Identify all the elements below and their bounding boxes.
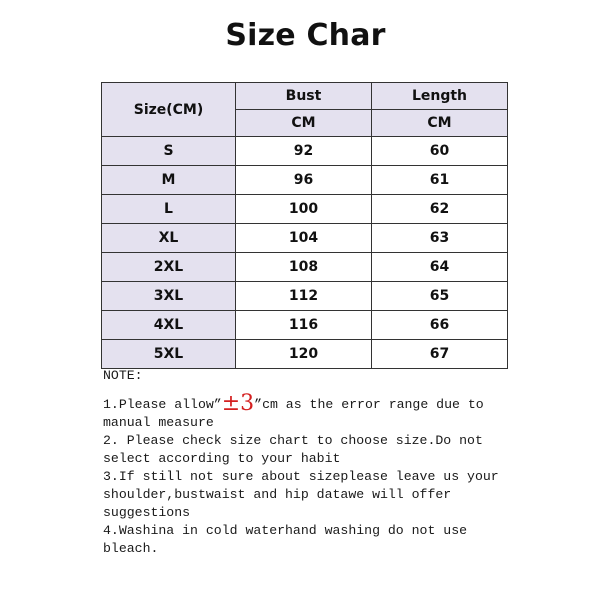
table-row bbox=[102, 282, 508, 311]
length-cell: 65 bbox=[372, 282, 508, 311]
size-column-header: Size(CM) bbox=[102, 83, 236, 137]
length-unit: CM bbox=[372, 110, 508, 137]
table-row bbox=[102, 166, 508, 195]
note-4: 4.Washina in cold waterhand washing do not use bleach. bbox=[103, 523, 468, 556]
size-cell: 4XL bbox=[102, 311, 236, 340]
length-cell: 64 bbox=[372, 253, 508, 282]
size-cell: 2XL bbox=[102, 253, 236, 282]
length-cell: 60 bbox=[372, 137, 508, 166]
note-2: 2. Please check size chart to choose size.Do not select according to your habit bbox=[103, 433, 483, 466]
bust-cell: 104 bbox=[236, 224, 372, 253]
notes-spacer bbox=[103, 385, 513, 395]
tolerance-value: ±3 bbox=[221, 391, 255, 416]
note-1 bbox=[103, 391, 513, 432]
table-row bbox=[102, 224, 508, 253]
bust-unit: CM bbox=[236, 110, 372, 137]
size-cell: 3XL bbox=[102, 282, 236, 311]
length-cell: 62 bbox=[372, 195, 508, 224]
size-cell: L bbox=[102, 195, 236, 224]
bust-cell: 92 bbox=[236, 137, 372, 166]
table-row bbox=[102, 195, 508, 224]
length-cell: 61 bbox=[372, 166, 508, 195]
length-cell: 67 bbox=[372, 340, 508, 369]
bust-cell: 112 bbox=[236, 282, 372, 311]
table-row bbox=[102, 137, 508, 166]
bust-cell: 116 bbox=[236, 311, 372, 340]
table-row bbox=[102, 311, 508, 340]
notes-section bbox=[103, 367, 513, 558]
note-3: 3.If still not sure about sizeplease leave us your shoulder,bustwaist and hip datawe will offer suggestions bbox=[103, 469, 499, 520]
size-cell: 5XL bbox=[102, 340, 236, 369]
table-header-row bbox=[102, 83, 508, 110]
size-cell: XL bbox=[102, 224, 236, 253]
length-cell: 63 bbox=[372, 224, 508, 253]
bust-cell: 100 bbox=[236, 195, 372, 224]
bust-cell: 96 bbox=[236, 166, 372, 195]
bust-cell: 120 bbox=[236, 340, 372, 369]
table-row bbox=[102, 253, 508, 282]
bust-cell: 108 bbox=[236, 253, 372, 282]
table-row bbox=[102, 340, 508, 369]
size-cell: S bbox=[102, 137, 236, 166]
size-cell: M bbox=[102, 166, 236, 195]
note-1-text-start: 1.Please allow” bbox=[103, 397, 222, 412]
page-title: Size Char bbox=[225, 18, 386, 53]
bust-column-header: Bust bbox=[236, 83, 372, 110]
note-1-text-end: ”cm as the error range due to manual measure bbox=[103, 397, 484, 430]
length-column-header: Length bbox=[372, 83, 508, 110]
size-chart-table bbox=[101, 82, 508, 369]
length-cell: 66 bbox=[372, 311, 508, 340]
notes-heading: NOTE: bbox=[103, 368, 143, 383]
